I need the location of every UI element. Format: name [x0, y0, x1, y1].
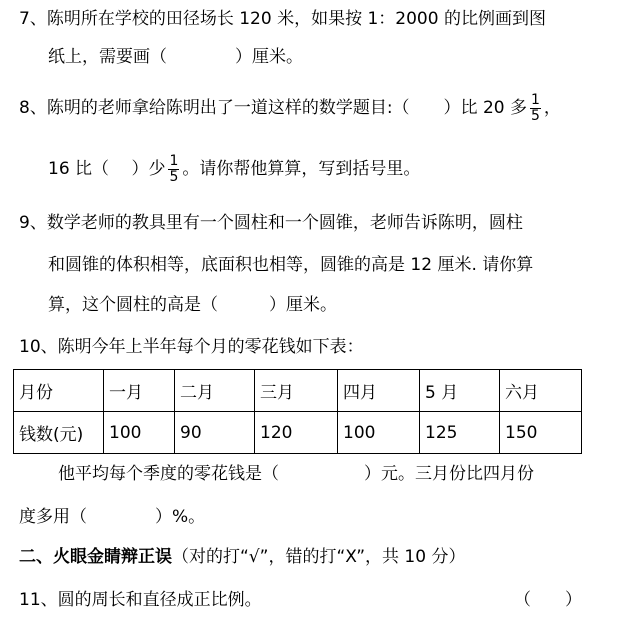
q9-line3: 算，这个圆柱的高是（ ）厘米。: [48, 295, 337, 315]
table-cell: 六月: [500, 370, 582, 412]
table-cell: 100: [338, 412, 420, 454]
table-header-row: [14, 370, 582, 412]
q8-line1-text: 8、陈明的老师拿给陈明出了一道这样的数学题目:（ ）比 20 多: [19, 98, 527, 118]
table-cell: 5 月: [420, 370, 500, 412]
table-cell: 100: [104, 412, 175, 454]
q8-line1-comma: ，: [543, 98, 561, 118]
table-row: [14, 412, 582, 454]
section2-title: 二、火眼金睛辩正误: [19, 547, 172, 567]
q8-fraction-1-denominator: 5: [530, 107, 540, 124]
q8-fraction-2-denominator: 5: [169, 168, 179, 185]
q11-answer-paren: （ ）: [514, 590, 582, 610]
q7-line1: 7、陈明所在学校的田径场长 120 米，如果按 1：2000 的比例画到图: [19, 9, 546, 29]
q10-after-line2: 度多用（ ）%。: [19, 507, 206, 527]
allowance-table: [13, 369, 582, 454]
table-cell: 钱数(元): [14, 412, 104, 454]
q8-fraction-2: [168, 154, 179, 185]
q8-line1: [19, 90, 561, 126]
table-cell: 125: [420, 412, 500, 454]
table-cell: 三月: [255, 370, 338, 412]
q7-line2: 纸上，需要画（ ）厘米。: [48, 47, 303, 67]
q9-line2: 和圆锥的体积相等，底面积也相等，圆锥的高是 12 厘米. 请你算: [48, 255, 534, 275]
table-cell: 120: [255, 412, 338, 454]
table-cell: 月份: [14, 370, 104, 412]
q10-after-line1: 他平均每个季度的零花钱是（ ）元。三月份比四月份: [58, 464, 534, 484]
q11-text: 11、圆的周长和直径成正比例。: [19, 590, 262, 610]
q8-line2-text: 16 比（ ）少: [48, 159, 166, 179]
table-cell: 90: [175, 412, 255, 454]
table-cell: 150: [500, 412, 582, 454]
table-cell: 二月: [175, 370, 255, 412]
q8-line2-rest: 。请你帮他算算，写到括号里。: [182, 159, 421, 179]
q10-intro: 10、陈明今年上半年每个月的零花钱如下表：: [19, 337, 364, 357]
table-cell: 四月: [338, 370, 420, 412]
q8-fraction-1-numerator: 1: [530, 91, 540, 108]
q9-line1: 9、数学老师的教具里有一个圆柱和一个圆锥，老师告诉陈明，圆柱: [19, 213, 523, 233]
q8-fraction-1: [530, 93, 541, 124]
q8-line2: [48, 151, 420, 187]
table-cell: 一月: [104, 370, 175, 412]
section2-note: （对的打“√”，错的打“X”，共 10 分）: [172, 547, 466, 567]
section2-heading: [19, 545, 465, 569]
q8-fraction-2-numerator: 1: [169, 152, 179, 169]
